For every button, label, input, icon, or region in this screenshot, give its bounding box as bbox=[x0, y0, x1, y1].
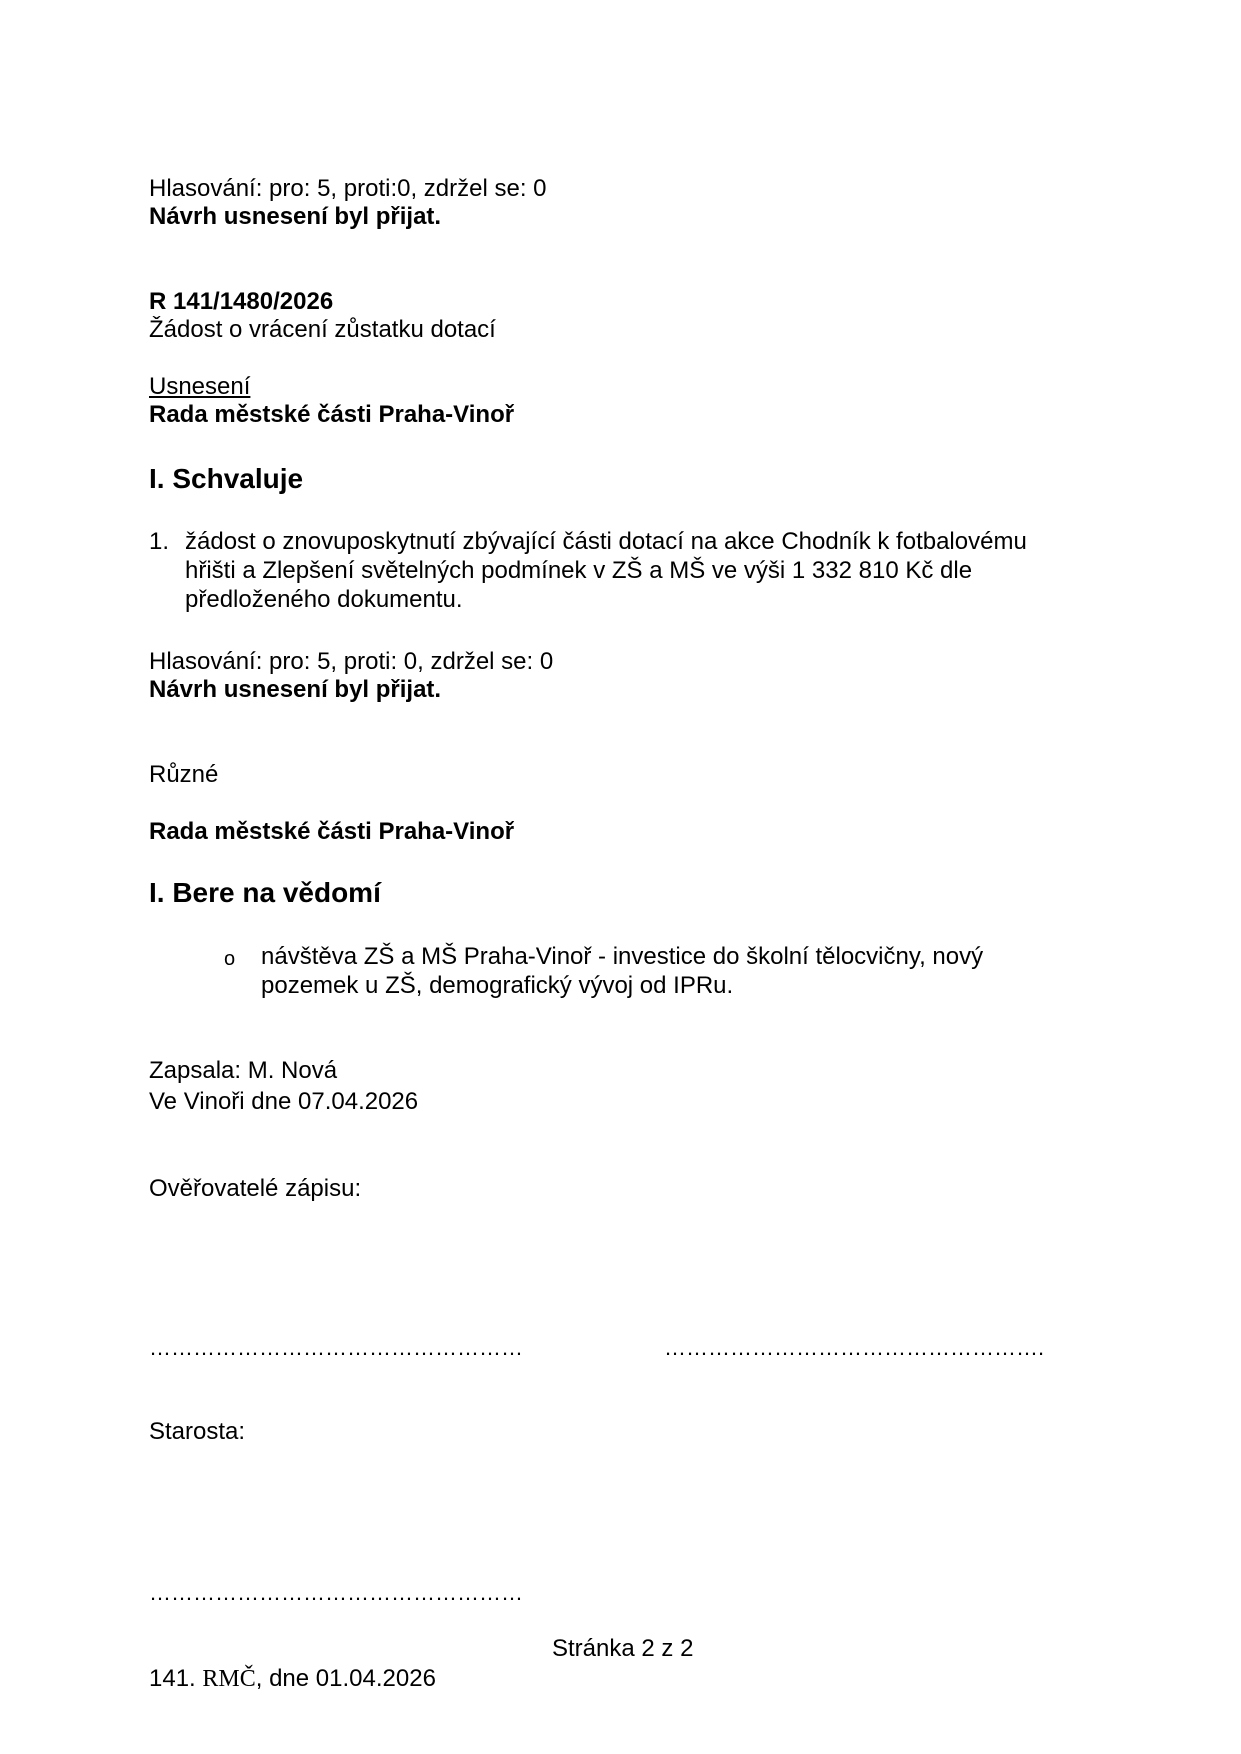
section-heading-notes: I. Bere na vědomí bbox=[149, 877, 381, 908]
footer-meta-number: 141. bbox=[149, 1665, 196, 1692]
place-date-line: Ve Vinoři dne 07.04.2026 bbox=[149, 1088, 419, 1115]
section-heading-approves: I. Schvaluje bbox=[149, 463, 304, 494]
footer-meta-abbrev: RMČ bbox=[202, 1666, 256, 1692]
recorder-line: Zapsala: M. Nová bbox=[149, 1057, 338, 1084]
bullet-circle-icon: o bbox=[224, 948, 236, 970]
vote-result-1: Návrh usnesení byl přijat. bbox=[149, 203, 442, 230]
resolution-body: Rada městské části Praha-Vinoř bbox=[149, 401, 515, 428]
bullet-line-1: návštěva ZŠ a MŠ Praha-Vinoř - investice do školní tělocvičny, nový bbox=[261, 943, 984, 970]
verifiers-label: Ověřovatelé zápisu: bbox=[149, 1175, 362, 1202]
item-line-2: hřišti a Zlepšení světelných podmínek v ZŠ a MŠ ve výši 1 332 810 Kč dle bbox=[185, 557, 973, 584]
vote-line-2: Hlasování: pro: 5, proti: 0, zdržel se: 0 bbox=[149, 648, 554, 675]
item-line-3: předloženého dokumentu. bbox=[185, 586, 463, 613]
signature-line-left: …………………………………………… bbox=[149, 1335, 523, 1360]
resolution-title: Žádost o vrácení zůstatku dotací bbox=[149, 316, 496, 343]
item-line-1: žádost o znovuposkytnutí zbývající části dotací na akce Chodník k fotbalovému bbox=[185, 528, 1027, 555]
resolution-label: Usnesení bbox=[149, 373, 251, 400]
misc-body: Rada městské části Praha-Vinoř bbox=[149, 818, 515, 845]
signature-line-mayor: …………………………………………… bbox=[149, 1580, 523, 1605]
vote-result-2: Návrh usnesení byl přijat. bbox=[149, 676, 442, 703]
resolution-number: R 141/1480/2026 bbox=[149, 288, 334, 315]
vote-line-1: Hlasování: pro: 5, proti:0, zdržel se: 0 bbox=[149, 175, 547, 202]
signature-line-right: ……………………………………………. bbox=[664, 1335, 1045, 1360]
bullet-line-2: pozemek u ZŠ, demografický vývoj od IPRu. bbox=[261, 972, 734, 999]
footer-meta bbox=[149, 1665, 436, 1693]
footer-meta-date: , dne 01.04.2026 bbox=[255, 1665, 436, 1692]
page-number: Stránka 2 z 2 bbox=[552, 1635, 694, 1662]
item-number: 1. bbox=[149, 528, 170, 555]
misc-label: Různé bbox=[149, 761, 219, 788]
mayor-label: Starosta: bbox=[149, 1418, 246, 1445]
